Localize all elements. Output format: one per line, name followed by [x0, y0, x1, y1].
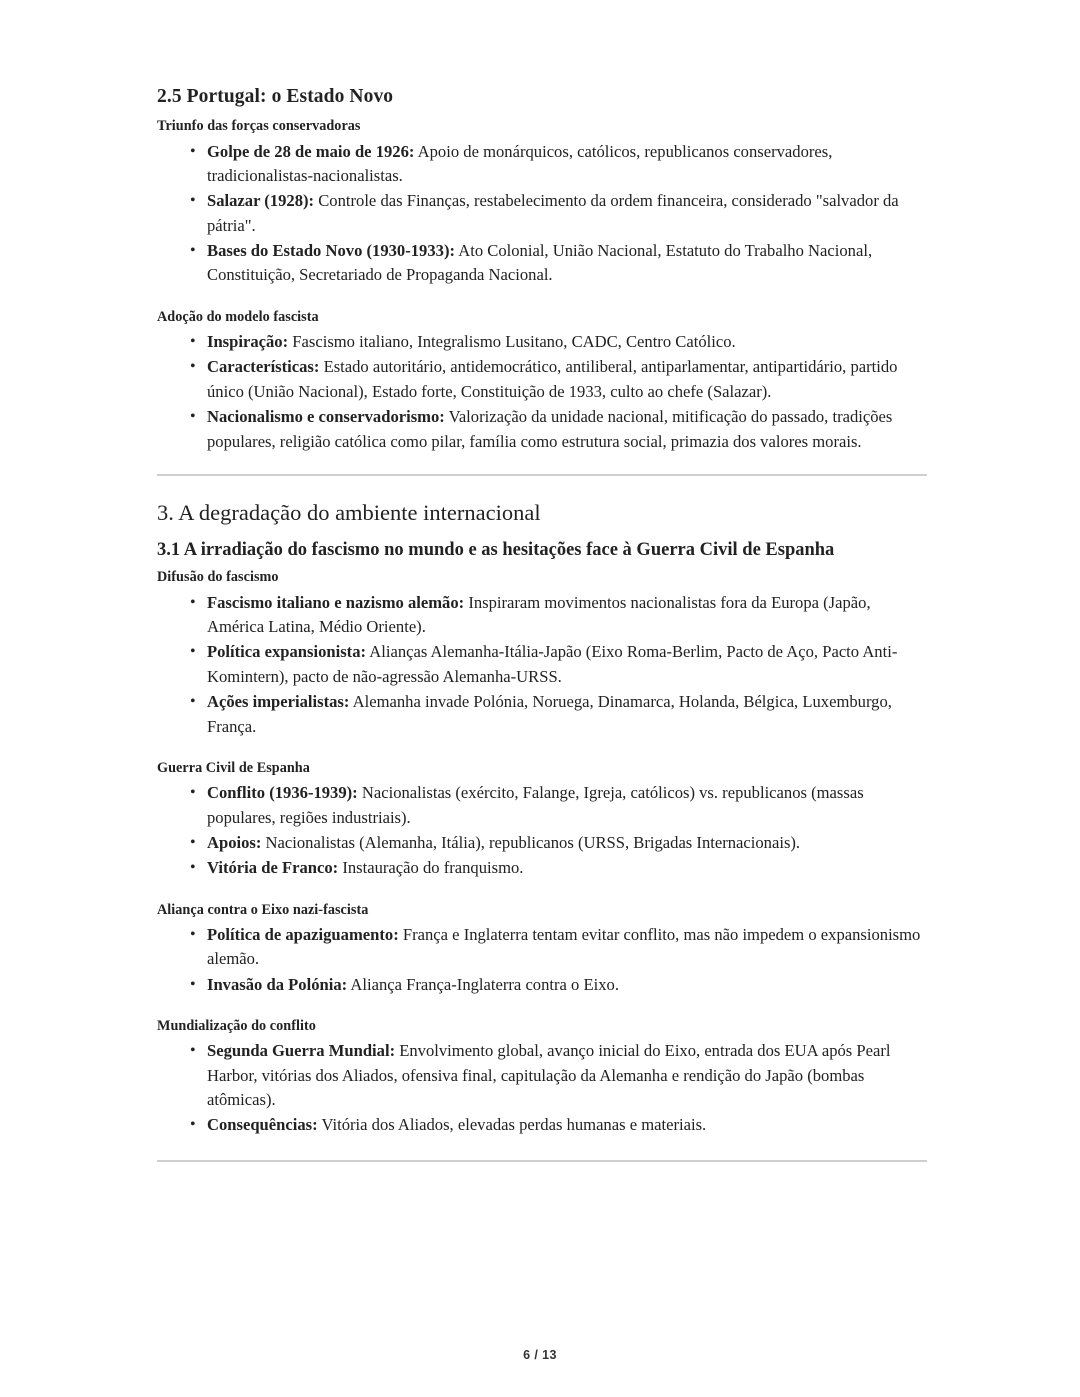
list-item-text: Controle das Finanças, restabelecimento da ordem financeira, considerado "salvador da pátria".: [207, 191, 899, 235]
list-item: [157, 189, 927, 238]
list-item-text: Valorização da unidade nacional, mitificação do passado, tradições populares, religião católica como pilar, família como estrutura social, primazia dos valores morais.: [207, 407, 893, 451]
list-item: [157, 405, 927, 454]
document-content: [157, 84, 927, 1162]
list-item-text: Nacionalistas (exército, Falange, Igreja, católicos) vs. republicanos (massas populares, regiões industriais).: [207, 783, 864, 827]
list-item-lead: Política expansionista:: [207, 642, 367, 662]
section-divider-bottom: [157, 1160, 927, 1162]
list-item-text: Alianças Alemanha-Itália-Japão (Eixo Roma-Berlim, Pacto de Aço, Pacto Anti-Komintern), pacto de não-agressão Alemanha-URSS.: [207, 642, 898, 686]
group-label-difusao: Difusão do fascismo: [157, 569, 279, 586]
list-item: [157, 140, 927, 189]
group-label-triunfo: Triunfo das forças conservadoras: [157, 118, 361, 135]
list-guerra-civil: [157, 781, 927, 881]
list-triunfo: [157, 140, 927, 288]
list-item-text: Alemanha invade Polónia, Noruega, Dinamarca, Holanda, Bélgica, Luxemburgo, França.: [207, 692, 892, 736]
list-alianca: [157, 923, 927, 997]
heading-2-5: 2.5 Portugal: o Estado Novo: [157, 86, 394, 107]
list-difusao: [157, 591, 927, 739]
group-label-adocao: Adoção do modelo fascista: [157, 308, 319, 325]
list-mundializacao: [157, 1039, 927, 1138]
page-number: 6 / 13: [523, 1348, 557, 1362]
group-label-alianca: Aliança contra o Eixo nazi-fascista: [157, 901, 369, 918]
list-item-lead: Inspiração:: [207, 332, 289, 352]
list-item-lead: Invasão da Polónia:: [207, 974, 348, 994]
list-item: [157, 239, 927, 288]
list-item-lead: Segunda Guerra Mundial:: [207, 1041, 396, 1061]
list-item-lead: Bases do Estado Novo (1930-1933):: [207, 241, 455, 261]
list-item-text: Fascismo italiano, Integralismo Lusitano, CADC, Centro Católico.: [288, 332, 736, 352]
heading-3-1: 3.1 A irradiação do fascismo no mundo e as hesitações face à Guerra Civil de Espanha: [157, 539, 835, 560]
list-item-lead: Salazar (1928):: [207, 191, 315, 211]
list-item: [157, 856, 927, 880]
list-item-lead: Vitória de Franco:: [207, 858, 339, 878]
list-item-lead: Golpe de 28 de maio de 1926:: [207, 141, 415, 161]
list-item: [157, 640, 927, 689]
list-item: [157, 591, 927, 640]
group-label-mundializacao: Mundialização do conflito: [157, 1018, 316, 1035]
list-item-text: Aliança França-Inglaterra contra o Eixo.: [347, 974, 619, 994]
section-divider-top: [157, 474, 927, 476]
list-item: [157, 973, 927, 997]
list-item: [157, 831, 927, 855]
list-adocao: [157, 330, 927, 454]
list-item-lead: Conflito (1936-1939):: [207, 783, 358, 803]
list-item-lead: Ações imperialistas:: [207, 692, 350, 712]
list-item-lead: Política de apaziguamento:: [207, 924, 399, 944]
list-item-lead: Características:: [207, 357, 320, 377]
list-item-text: Estado autoritário, antidemocrático, antiliberal, antiparlamentar, antipartidário, partido único (União Nacional), Estado forte, Constituição de 1933, culto ao chefe (Salazar).: [207, 357, 898, 401]
list-item-lead: Nacionalismo e conservadorismo:: [207, 407, 445, 427]
list-item-text: Apoio de monárquicos, católicos, republicanos conservadores, tradicionalistas-nacionalistas.: [207, 141, 833, 185]
list-item-lead: Fascismo italiano e nazismo alemão:: [207, 592, 465, 612]
list-item: [157, 781, 927, 830]
group-label-guerra-civil: Guerra Civil de Espanha: [157, 759, 310, 776]
page-footer: [0, 1348, 1080, 1362]
list-item-text: Inspiraram movimentos nacionalistas fora da Europa (Japão, América Latina, Médio Oriente).: [207, 592, 871, 637]
list-item: [157, 355, 927, 404]
list-item-text: França e Inglaterra tentam evitar conflito, mas não impedem o expansionismo alemão.: [207, 924, 921, 969]
list-item: [157, 1113, 927, 1137]
list-item-lead: Consequências:: [207, 1115, 318, 1135]
list-item-text: Instauração do franquismo.: [338, 858, 524, 878]
list-item-lead: Apoios:: [207, 832, 262, 852]
heading-3: 3. A degradação do ambiente internacional: [157, 499, 541, 525]
list-item-text: Nacionalistas (Alemanha, Itália), republicanos (URSS, Brigadas Internacionais).: [261, 832, 801, 852]
list-item-text: Vitória dos Aliados, elevadas perdas humanas e materiais.: [317, 1115, 707, 1135]
list-item: [157, 1039, 927, 1112]
list-item: [157, 923, 927, 972]
list-item-text: Ato Colonial, União Nacional, Estatuto do Trabalho Nacional, Constituição, Secretariado de Propaganda Nacional.: [207, 241, 873, 285]
list-item: [157, 330, 927, 354]
list-item: [157, 690, 927, 739]
list-item-text: Envolvimento global, avanço inicial do Eixo, entrada dos EUA após Pearl Harbor, vitórias dos Aliados, ofensiva final, capitulação da Alemanha e rendição do Japão (bombas atômicas).: [207, 1041, 891, 1109]
